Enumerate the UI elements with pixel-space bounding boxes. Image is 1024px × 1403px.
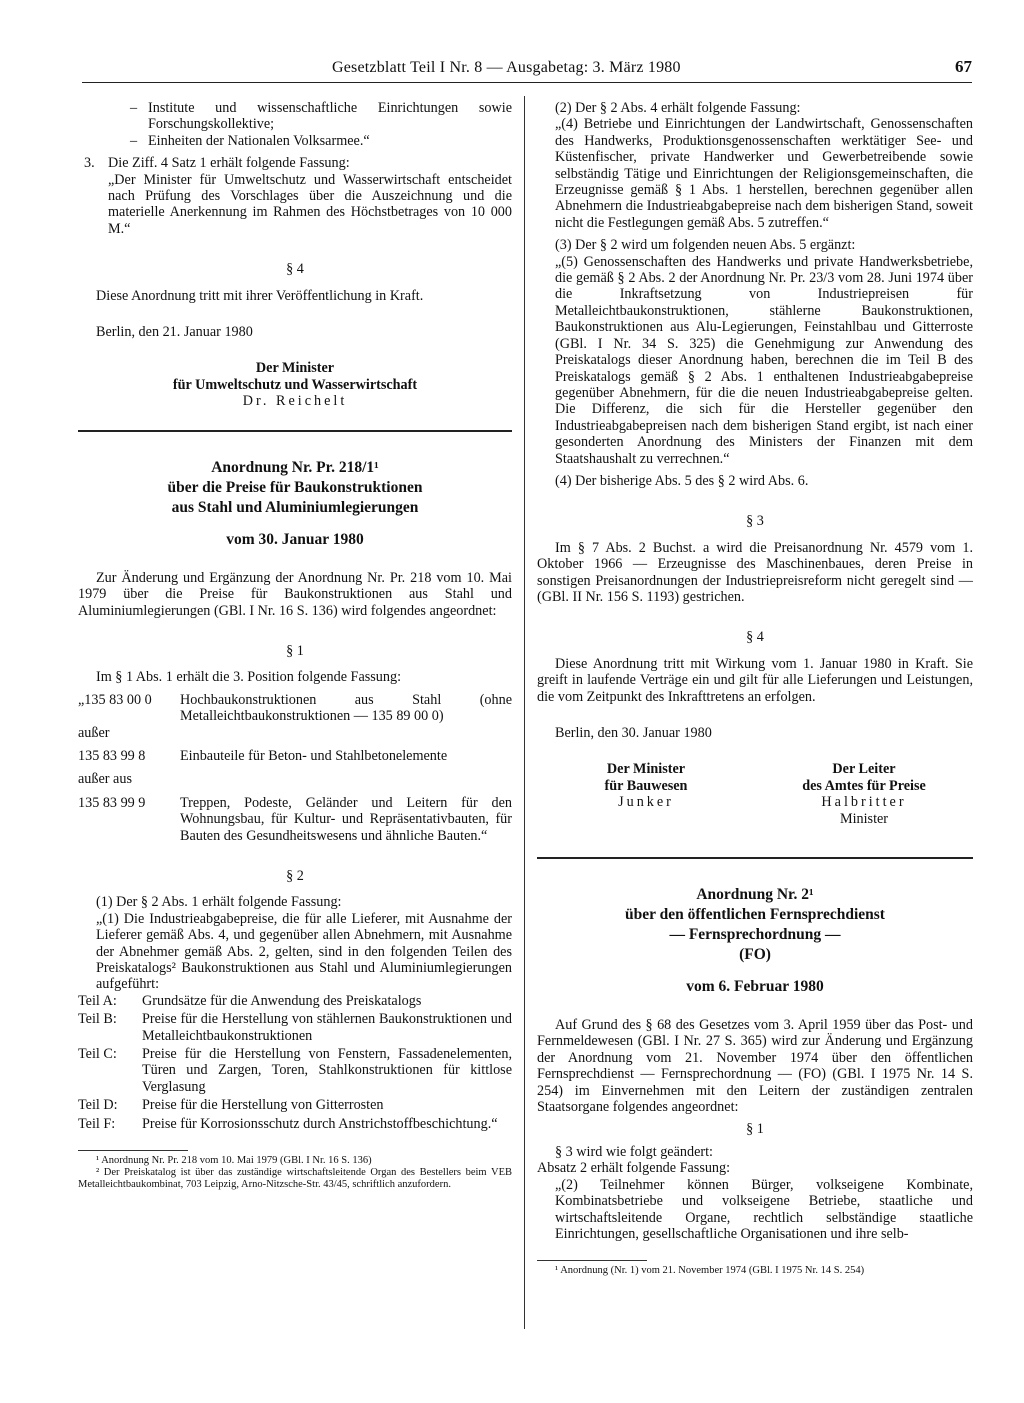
position-code: 135 83 99 9 [78,794,146,811]
page-number: 67 [955,57,972,76]
ordinance-date: vom 30. Januar 1980 [226,530,364,548]
section-heading: § 1 [286,642,304,659]
section-lead: (1) Der § 2 Abs. 1 erhält folgende Fassung: [96,894,342,911]
section-rule [78,430,512,432]
signer-office: für Umweltschutz und Wasserwirtschaft [172,376,418,393]
position-text: Hochbaukonstruktionen aus Stahl (ohne Metalleichtbaukonstruktionen — 135 89 00 0) [180,691,512,725]
position-text: Einbauteile für Beton- und Stahlbetonelemente [180,747,448,764]
position-table [78,692,512,844]
section-heading: § 3 [746,513,764,530]
teil-label: Teil A: [78,992,117,1009]
section-lead: Im § 1 Abs. 1 erhält die 3. Position folgende Fassung: [96,669,402,686]
signer-office: für Bauwesen [604,777,688,794]
position-text: Treppen, Podeste, Geländer und Leitern für den Wohnungsbau, für Kultur- und Repräsentativbauten, für Bauten des Gesundheitswesens und ähnliche Bauten.“ [180,794,512,844]
paragraph-quote: „(5) Genossenschaften des Handwerks und private Handwerksbetriebe, die gemäß § 2 Abs. 2 der Anordnung Nr. Pr. 23/3 vom 28. Juni 1974 über die Inkraftsetzung von Industriepreisen für Metalleichtbaukonstruktionen, stählerne Baukonstruktionen, Baukonstruktionen aus Alu-Legierungen, Feinstahlbau und Gitterroste (GBl. I Nr. 34 S. 325) die Genehmigung zur Anwendung des Preiskatalogs dieser Anordnung haben, berechnen die im Teil B des Preiskatalogs gemäß § 2 Abs. 1 enthaltenen Industrieabgabepreise gegenüber Abnehmern, für die die neuen Industrieabgabepreise gelten. Die Differenz, die sich für die Hersteller gegenüber den Industrieabgabepreisen nach dem bisherigen Stand ergibt, ist nach einer gesonderten Anordnung des Ministers der Finanzen mit dem Staatshaushalt zu verrechnen.“ [555,253,973,467]
ordinance-title: über den öffentlichen Fernsprechdienst [625,906,885,924]
teil-text: Preise für die Herstellung von Fenstern, Fassadenelementen, Türen und Zargen, Toren, Stahlkonstruktionen für kittlose Verglasung [142,1046,512,1095]
running-head: Gesetzblatt Teil I Nr. 8 — Ausgabetag: 3. März 1980 [332,59,681,76]
paragraph-quote: „(4) Betriebe und Einrichtungen der Landwirtschaft, Genossenschaften des Handwerks, Produktionsgenossenschaften werktätiger See- und Küstenfischer, private Handwerker und Gewerbetreibende sowie selbständig Tätige und Einrichtungen der Religionsgemeinschaften, die Erzeugnisse gemäß § 1 Abs. 1 herstellen, berechnen gegenüber allen Abnehmern die Industrieabgabepreise nach dem bisherigen Stand, soweit nicht die Festlegungen gemäß Abs. 5 zutreffen.“ [555,116,973,231]
teil-label: Teil C: [78,1046,117,1063]
section-text: Im § 7 Abs. 2 Buchst. a wird die Preisanordnung Nr. 4579 vom 1. Oktober 1966 — Erzeugnisse des Maschinenbaues, deren Preise in sonstigen Preisanordnungen der Industriepreisreform nicht geregelt sind — (GBl. II Nr. 156 S. 1193) gestrichen. [537,539,973,605]
teil-text: Preise für die Herstellung von stählernen Baukonstruktionen und Metalleichtbaukonstruktionen [142,1011,512,1044]
signer-office: des Amtes für Preise [802,777,926,794]
teil-label: Teil D: [78,1097,118,1114]
signer-name: Junker [618,794,674,811]
section-lead: § 3 wird wie folgt geändert: [555,1143,713,1160]
teil-table [78,993,512,1132]
position-code: „135 83 00 0 [78,691,152,708]
section-heading: § 4 [746,629,764,646]
section-rule [537,857,973,859]
teil-text: Preise für Korrosionsschutz durch Anstrichstoffbeschichtung.“ [142,1115,498,1132]
left-column [78,100,512,1192]
footnote-rule [537,1260,647,1261]
section-quote: „(1) Die Industrieabgabepreise, die für alle Lieferer, mit Ausnahme der Lieferer gemäß Abs. 4, und gegenüber allen Abnehmern, mit Ausnahme der Abnehmer gemäß Abs. 2, gelten, sind in den folgenden Teilen des Preiskatalogs² Baukonstruktionen aus Stahl und Aluminiumlegierungen aufgeführt: [96,910,512,993]
paragraph-lead: (3) Der § 2 wird um folgenden neuen Abs. 5 ergänzt: [555,237,856,254]
section-heading: § 1 [746,1121,764,1138]
signature-block [537,761,973,827]
teil-label: Teil F: [78,1115,116,1132]
running-header [82,56,972,83]
teil-label: Teil B: [78,1011,117,1028]
place-date: Berlin, den 21. Januar 1980 [96,324,253,341]
signer-office: Der Leiter [832,761,896,778]
footnote-rule [78,1150,188,1151]
ordinance-title: aus Stahl und Aluminiumlegierungen [171,498,419,516]
ordinance-title: über die Preise für Baukonstruktionen [167,478,423,496]
preamble: Auf Grund des § 68 des Gesetzes vom 3. April 1959 über das Post- und Fernmeldewesen (GBl. I Nr. 27 S. 365) wird zur Änderung und Ergänzung der Anordnung vom 21. November 1974 über den öffentlichen Fernsprechdienst — Fernsprechordnung — (FO) (GBl. I 1975 Nr. 14 S. 254) im Einvernehmen mit den Leitern der zuständigen zentralen Staatsorgane folgendes angeordnet: [537,1017,973,1116]
item-lead: Die Ziff. 4 Satz 1 erhält folgende Fassung: [108,155,350,172]
section-text: Diese Anordnung tritt mit ihrer Veröffentlichung in Kraft. [96,287,424,304]
signer-title: Minister [839,810,889,827]
footnote: ¹ Anordnung (Nr. 1) vom 21. November 1974 (GBl. I 1975 Nr. 14 S. 254) [555,1265,865,1277]
ordinance-title: Anordnung Nr. 2¹ [696,886,814,904]
teil-text: Preise für die Herstellung von Gitterrosten [142,1097,384,1114]
item-quote: „Der Minister für Umweltschutz und Wasserwirtschaft entscheidet nach Prüfung des Vorschlages über die Auszeichnung und die materielle Anerkennung im Rahmen des Höchstbetrages von 10 000 M.“ [108,171,512,237]
section-heading: § 2 [286,867,304,884]
dash-item: – Einheiten der Nationalen Volksarmee.“ [130,132,370,149]
ordinance-title: — Fernsprechordnung — [669,926,841,944]
signer-name: Halbritter [821,794,907,811]
signer-name: Dr. Reichelt [242,393,348,410]
signer-office: Der Minister [606,761,686,778]
position-code: außer aus [78,771,132,788]
footnote: ² Der Preiskatalog ist über das zuständige wirtschaftsleitende Organ des Bestellers beim VEB Metalleichtbaukombinat, 703 Leipzig, Arno-Nitzsche-Str. 43/45, schriftlich anzufordern. [78,1167,512,1191]
place-date: Berlin, den 30. Januar 1980 [555,725,712,741]
dash-item: – Institute und wissenschaftliche Einrichtungen sowie Forschungskollektive; [130,100,512,133]
preamble: Zur Änderung und Ergänzung der Anordnung Nr. Pr. 218 vom 10. Mai 1979 über die Preise für Baukonstruktionen aus Stahl und Aluminiumlegierungen (GBl. I Nr. 16 S. 136) wird folgendes angeordnet: [78,569,512,619]
position-code: 135 83 99 8 [78,747,146,764]
ordinance-title: (FO) [739,946,771,964]
ordinance-title: Anordnung Nr. Pr. 218/1¹ [211,458,379,476]
right-column [537,100,973,1278]
ordinance-date: vom 6. Februar 1980 [686,978,824,996]
section-text: Diese Anordnung tritt mit Wirkung vom 1. Januar 1980 in Kraft. Sie greift in laufende Verträge ein und gilt für alle Lieferungen und Leistungen, die vom Zeitpunkt des Inkrafttretens an erfolgen. [537,655,973,705]
position-code: außer [78,724,110,741]
paragraph-lead: (4) Der bisherige Abs. 5 des § 2 wird Abs. 6. [555,472,809,489]
footnote: ¹ Anordnung Nr. Pr. 218 vom 10. Mai 1979 (GBl. I Nr. 16 S. 136) [96,1155,372,1167]
section-quote: „(2) Teilnehmer können Bürger, volkseigene Kombinate, Kombinatsbetriebe und volkseigene Betriebe, staatliche und wirtschaftsleitende Organe, rechtlich selbständige staatliche Einrichtungen, gesellschaftliche Organisationen und ihre selb- [555,1176,973,1242]
numbered-item-3: 3. Die Ziff. 4 Satz 1 erhält folgende Fassung: „Der Minister für Umweltschutz und Wasserwirtschaft entscheidet nach Prüfung des Vorschlages über die Auszeichnung und die materielle Anerkennung im Rahmen des Höchstbetrages von 10 000 M.“ [84,155,512,237]
column-divider [524,96,525,1329]
section-heading: § 4 [286,261,304,278]
teil-text: Grundsätze für die Anwendung des Preiskatalogs [142,992,422,1009]
paragraph-lead: (2) Der § 2 Abs. 4 erhält folgende Fassung: [555,100,801,116]
signer-office: Der Minister [255,360,335,377]
section-lead: Absatz 2 erhält folgende Fassung: [537,1160,731,1177]
